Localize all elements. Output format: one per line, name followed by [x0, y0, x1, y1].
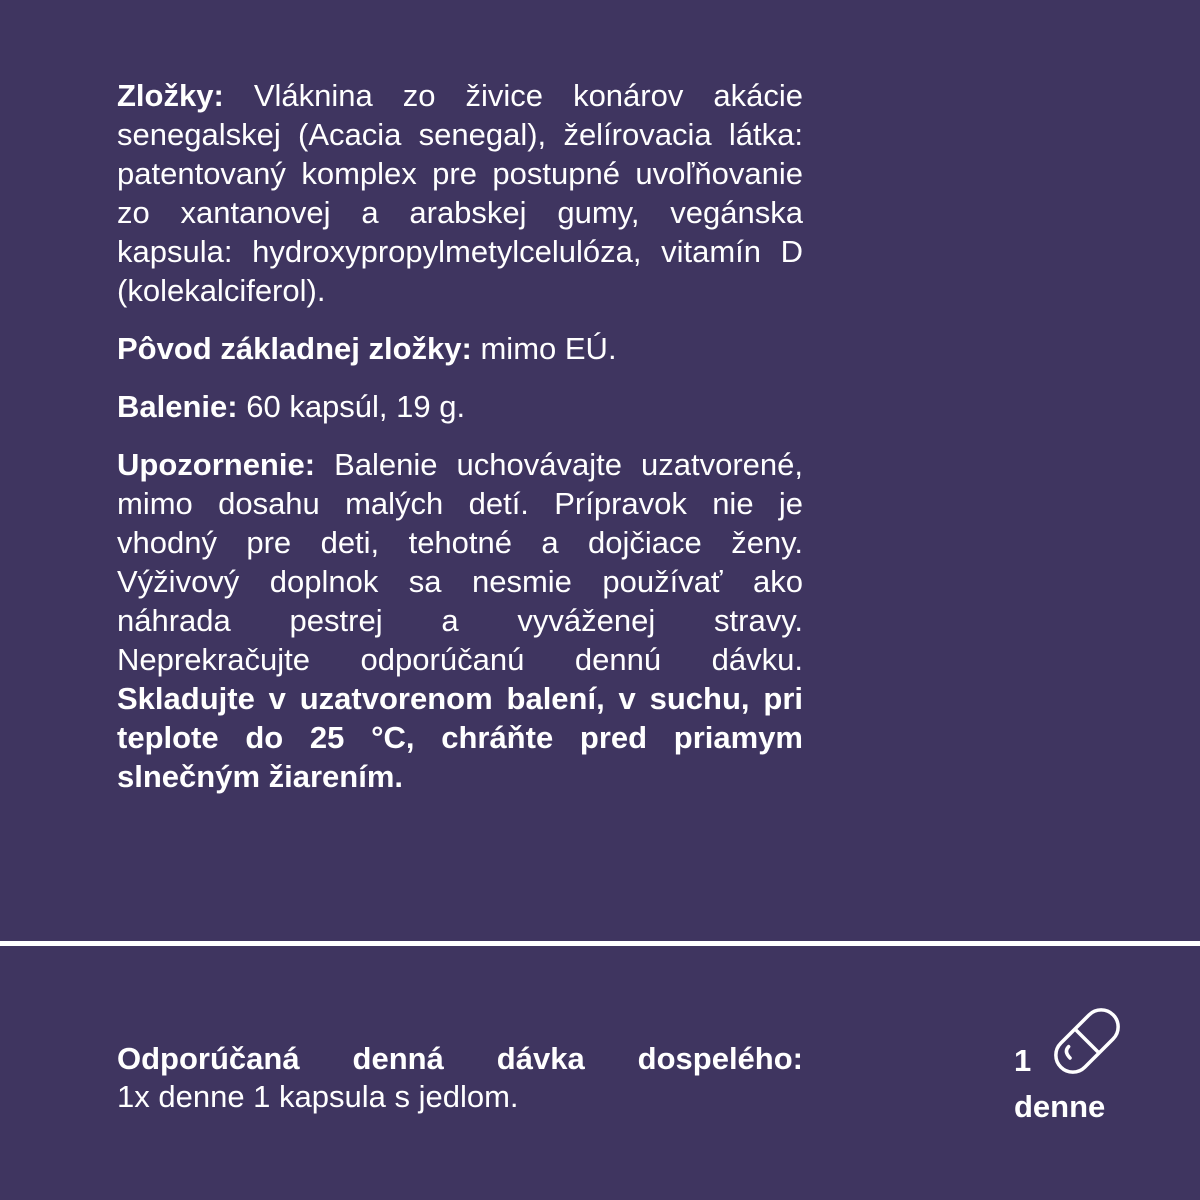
warning-heading: Upozornenie: [117, 447, 316, 482]
storage-instructions: Skladujte v uzatvorenom balení, v suchu, pri teplote do 25 °C, chráňte pred priamym slnečným žiarením. [117, 681, 803, 794]
package-paragraph [117, 387, 803, 426]
daily-dose-badge [1010, 1004, 1140, 1124]
ingredients-text: Vláknina zo živice konárov akácie senegalskej (Acacia senegal), želírovacia látka: patentovaný komplex pre postupné uvoľňovanie zo xantanovej a arabskej gumy, vegánska kapsula: hydroxypropylmetylcelulóza, vitamín D (kolekalciferol). [117, 78, 803, 308]
dose-count: 1 [1014, 1043, 1032, 1078]
ingredients-heading: Zložky: [117, 78, 224, 113]
ingredients-paragraph [117, 76, 803, 310]
dosage-section [117, 1040, 803, 1116]
origin-text: mimo EÚ. [471, 331, 617, 366]
dosage-text: 1x denne 1 kapsula s jedlom. [117, 1079, 519, 1114]
dosage-title: Odporúčaná denná dávka dospelého: [117, 1041, 803, 1076]
package-text: 60 kapsúl, 19 g. [237, 389, 466, 424]
package-heading: Balenie: [117, 389, 238, 424]
capsule-icon [1046, 1004, 1128, 1078]
warning-text: Balenie uchovávajte uzatvorené, mimo dosahu malých detí. Prípravok nie je vhodný pre deti, tehotné a dojčiace ženy. Výživový doplnok sa nesmie používať ako náhrada pestrej a vyváženej stravy. Neprekračujte odporúčanú dennú dávku. [117, 447, 803, 677]
label-text-panel [117, 76, 803, 815]
dose-unit: denne [1014, 1089, 1106, 1124]
origin-heading: Pôvod základnej zložky: [117, 331, 472, 366]
section-divider [0, 941, 1200, 946]
warning-paragraph [117, 445, 803, 796]
origin-paragraph [117, 329, 803, 368]
